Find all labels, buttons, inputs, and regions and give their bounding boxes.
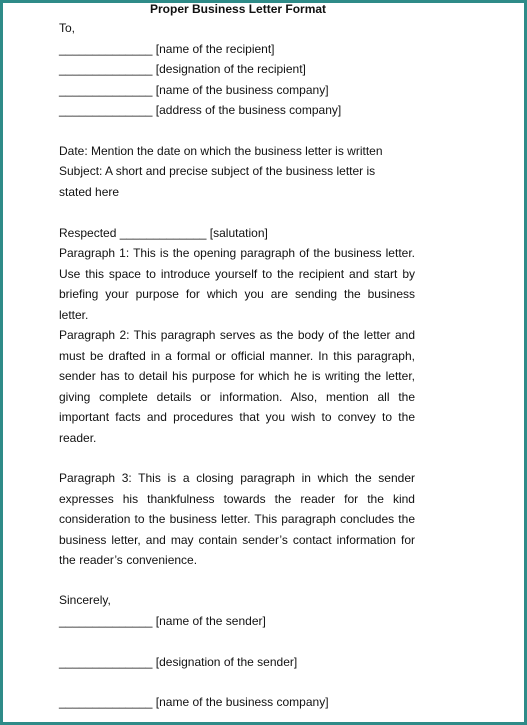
subject-line: Subject: A short and precise subject of the business letter is stated here xyxy=(59,164,376,199)
recipient-address-line: ______________ [address of the business company] xyxy=(59,103,342,117)
date-line: Date: Mention the date on which the business letter is written xyxy=(59,144,383,158)
recipient-company-line: ______________ [name of the business company] xyxy=(59,83,329,97)
paragraph-1: Paragraph 1: This is the opening paragraph of the business letter. Use this space to introduce yourself to the recipient and start by briefing your purpose for which you are sending the business letter. xyxy=(59,246,415,322)
sender-company-line: ______________ [name of the business company] xyxy=(59,695,329,709)
closing-line: Sincerely, xyxy=(59,593,111,607)
recipient-name-line: ______________ [name of the recipient] xyxy=(59,42,275,56)
to-label: To, xyxy=(59,21,76,35)
sender-designation-line: ______________ [designation of the sender] xyxy=(59,655,298,669)
recipient-designation-line: ______________ [designation of the recipient] xyxy=(59,62,306,76)
salutation-line: Respected _____________ [salutation] xyxy=(59,226,268,240)
paragraph-2: Paragraph 2: This paragraph serves as the body of the letter and must be drafted in a formal or official manner. In this paragraph, sender has to detail his purpose for which he is writing the letter, giving complete details or information. Also, mention all the important facts and procedures that you wish to convey to the reader. xyxy=(59,328,415,445)
document-title: Proper Business Letter Format xyxy=(150,2,327,16)
paragraph-3: Paragraph 3: This is a closing paragraph in which the sender expresses his thankfulness towards the reader for the kind consideration to the business letter. This paragraph concludes the business letter, and may contain sender’s contact information for the reader’s convenience. xyxy=(59,471,415,567)
sender-name-line: ______________ [name of the sender] xyxy=(59,614,266,628)
